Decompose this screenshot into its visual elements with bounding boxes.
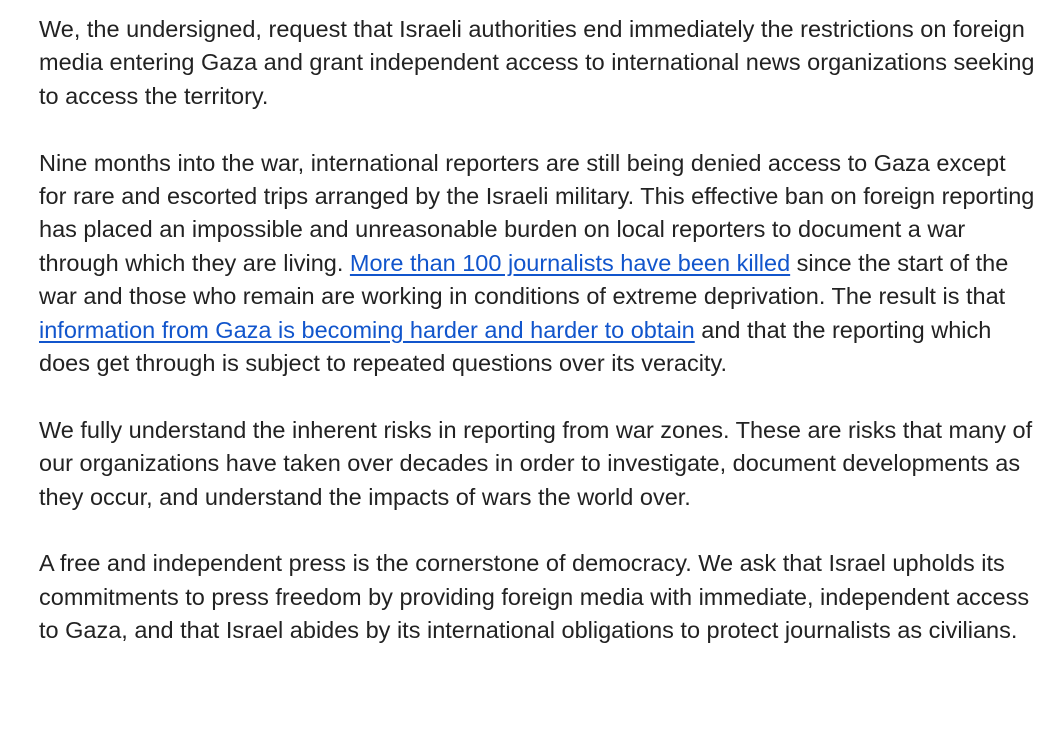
information-harder-link[interactable]: information from Gaza is becoming harder and harder to obtain [39,316,695,343]
letter-document [39,13,1039,648]
journalists-killed-link[interactable]: More than 100 journalists have been killed [349,249,791,276]
paragraph-free-press: A free and independent press is the cornerstone of democracy. We ask that Israel upholds its commitments to press freedom by providing foreign media with immediate, independent access to Gaza, and that Israel abides by its international obligations to protect journalists as civilians. [39,550,1030,644]
paragraph-request: We, the undersigned, request that Israeli authorities end immediately the restrictions on foreign media entering Gaza and grant independent access to international news organizations seeking to access the territory. [39,16,1035,109]
paragraph-access-denied-text-2: since the start of the war and those who remain are working in conditions of extreme deprivation. The result is that [39,249,1009,310]
paragraph-access-denied-text-3: and that the reporting which does get through is subject to repeated questions over its veracity. [39,316,992,377]
paragraph-risks: We fully understand the inherent risks in reporting from war zones. These are risks that many of our organizations have taken over decades in order to investigate, document developments as they occur, and understand the impacts of wars the world over. [39,416,1033,510]
paragraph-access-denied-text-1: Nine months into the war, international reporters are still being denied access to Gaza except for rare and escorted trips arranged by the Israeli military. This effective ban on foreign reporting has placed an impossible and unreasonable burden on local reporters to document a war through which they are living. [39,149,1035,276]
paragraph-access-denied [39,147,1039,381]
